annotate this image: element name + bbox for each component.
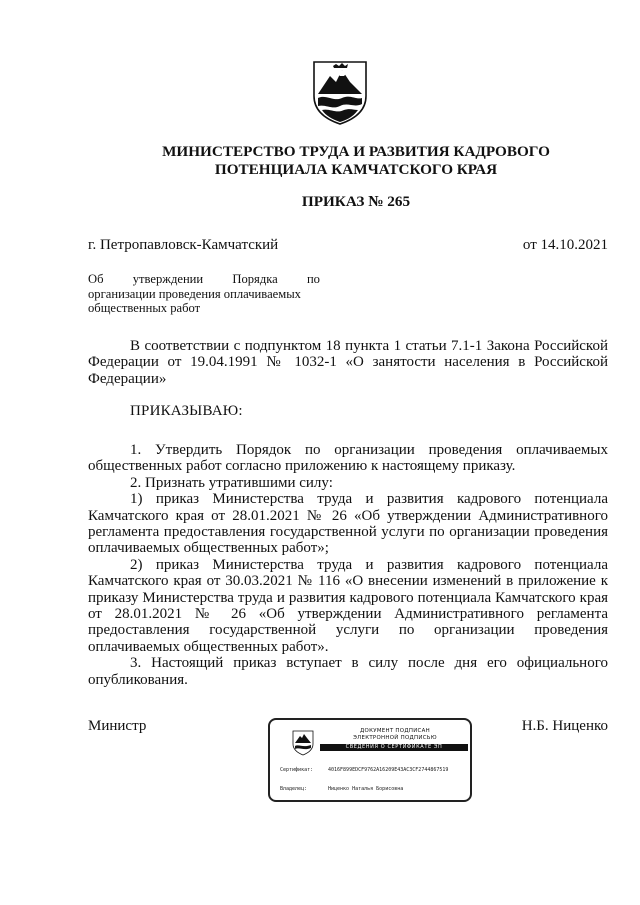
owner-label: Владелец:	[280, 786, 308, 792]
owner-value: Ниценко Наталья Борисовна	[328, 786, 404, 792]
stamp-emblem-icon	[292, 730, 314, 756]
order-point: 1. Утвердить Порядок по организации проведения оплачиваемых общественных работ согласно приложению к настоящему приказу.	[88, 442, 608, 475]
stamp-owner-row	[280, 786, 470, 792]
subject-line2: организации проведения оплачиваемых	[88, 286, 301, 301]
order-date: от 14.10.2021	[522, 237, 608, 253]
stamp-line2: ЭЛЕКТРОННОЙ ПОДПИСЬЮ	[353, 735, 437, 741]
electronic-signature-stamp	[268, 718, 472, 802]
stamp-line1: ДОКУМЕНТ ПОДПИСАН	[360, 728, 430, 734]
stamp-heading	[330, 728, 460, 742]
order-subject	[88, 272, 320, 316]
order-point: 2. Признать утратившими силу:	[130, 474, 333, 491]
signer-name: Н.Б. Ниценко	[521, 718, 608, 734]
stamp-band: СВЕДЕНИЯ О СЕРТИФИКАТЕ ЭП	[320, 744, 468, 751]
preamble	[88, 338, 608, 387]
subject-word: утверждении	[132, 272, 204, 286]
subject-word: Об	[88, 272, 104, 286]
order-points	[88, 442, 608, 688]
ministry-title-line1: МИНИСТЕРСТВО ТРУДА И РАЗВИТИЯ КАДРОВОГО	[162, 143, 550, 160]
subject-word: по	[306, 272, 320, 286]
order-point: 2) приказ Министерства труда и развития кадрового потенциала Камчатского края от 30.03.2021 № 116 «О внесении изменений в приложение к приказу Министерства труда и развития кадрового потенциала Камчатского края от 28.01.2021 № 26 «Об утверждении Административного регламента предоставления государственной услуги по организации проведения оплачиваемых общественных работ».	[88, 556, 608, 655]
signer-position: Министр	[88, 718, 147, 734]
order-number: ПРИКАЗ № 265	[301, 193, 411, 210]
stamp-certificate-row	[280, 767, 470, 773]
ministry-title-line2: ПОТЕНЦИАЛА КАМЧАТСКОГО КРАЯ	[214, 161, 498, 178]
orders-word: ПРИКАЗЫВАЮ:	[130, 403, 243, 419]
ministry-title	[80, 143, 632, 179]
kamchatka-emblem-icon	[310, 60, 370, 126]
subject-line1	[88, 272, 320, 287]
city: г. Петропавловск-Камчатский	[88, 237, 279, 253]
certificate-label: Сертификат:	[280, 767, 314, 773]
order-point: 3. Настоящий приказ вступает в силу после дня его официального опубликования.	[88, 655, 608, 688]
preamble-text: В соответствии с подпунктом 18 пункта 1 статьи 7.1-1 Закона Российской Федерации от 19.04.1991 № 1032-1 «О занятости населения в Российской Федерации»	[88, 338, 608, 387]
certificate-value: 4016F899EDCF9762A16209E43AC3CF2744867519	[328, 767, 449, 773]
subject-line3: общественных работ	[88, 301, 201, 315]
subject-word: Порядка	[232, 272, 278, 286]
order-point: 1) приказ Министерства труда и развития кадрового потенциала Камчатского края от 28.01.2021 № 26 «Об утверждении Административного регламента предоставления государственной услуги по организации проведения оплачиваемых общественных работ»;	[88, 491, 608, 557]
